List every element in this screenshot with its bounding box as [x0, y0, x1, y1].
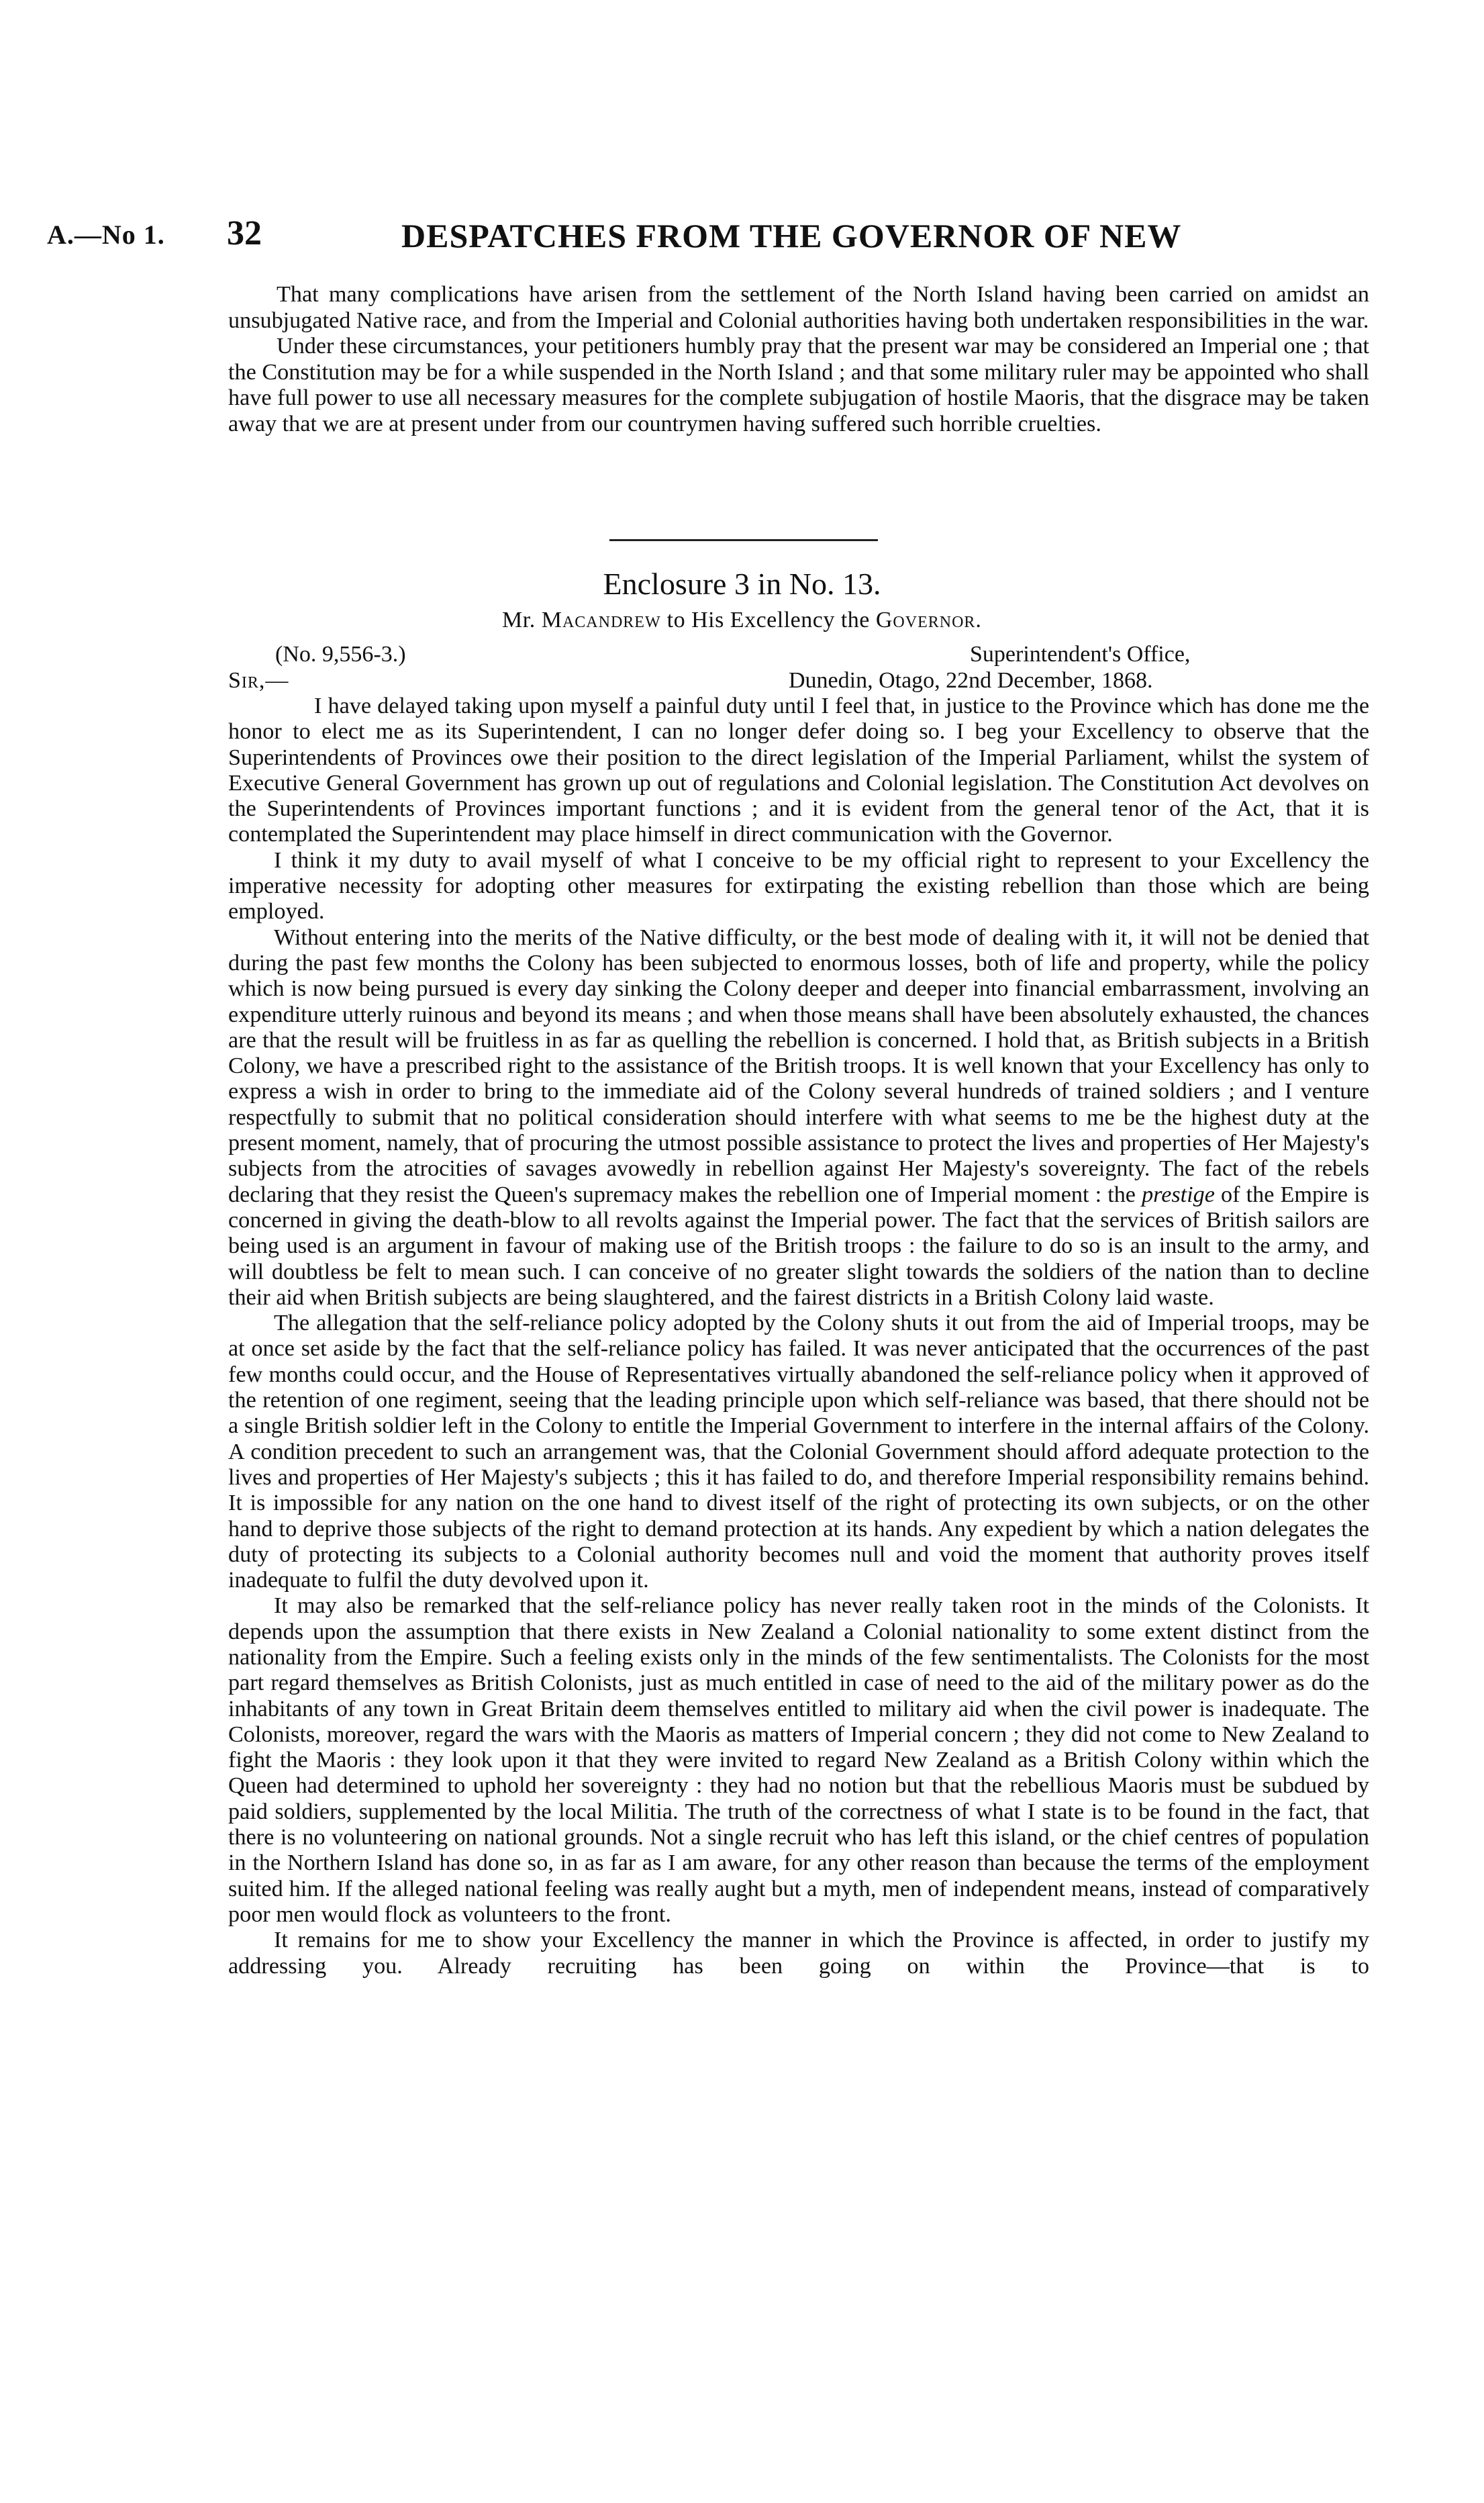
paragraph-text: Without entering into the merits of the Native difficulty, or the best mode of dealing with it, it will not be denied that during the past few months the Colony has been subjected to enormous losses, both of life and property, while the policy which is now being pursued is every day sinking the Colony deeper and deeper into financial embarrassment, involving an expenditure utterly ruinous and beyond its means ; and when those means shall have been absolutely exhausted, the chances are that the result will be fruitless in as far as quelling the rebellion is concerned. I hold that, as British subjects in a British Colony, we have a prescribed right to the assistance of the British troops. It is well known that your Excellency has only to express a wish in order to bring to the immediate aid of the Colony several hundreds of trained soldiers ; and I venture respectfully to submit that no political consideration should interfere with what seems to me be the highest duty at the present moment, namely, that of procuring the utmost possible assistance to protect the lives and properties of Her Majesty's subjects from the atrocities of savages avowedly in rebellion against Her Majesty's sovereignty. The fact of the rebels declaring that they resist the Queen's supremacy makes the rebellion one of Imperial moment : the: [228, 925, 1369, 1207]
paragraph: The allegation that the self-reliance policy adopted by the Colony shuts it out from the aid of Imperial troops, may be at once set aside by the fact that the self-reliance policy has failed. It was never anticipated that the occurrences of the past few months could occur, and the House of Representatives virtually abandoned the self-reliance policy when it approved of the retention of one regiment, seeing that the leading principle upon which self-reliance was based, that there should not be a single British soldier left in the Colony to entitle the Imperial Government to interfere in the internal affairs of the Colony. A condition precedent to such an arrangement was, that the Colonial Government should afford adequate protection to the lives and properties of Her Majesty's subjects ; this it has failed to do, and therefore Imperial responsibility remains behind. It is impossible for any nation on the one hand to divest itself of the right of protecting its own subjects, or on the other hand to deprive those subjects of the right to demand protection at its hands. Any expedient by which a nation delegates the duty of protecting its subjects to a Colonial authority becomes null and void the moment that authority proves itself inadequate to fulfil the duty devolved upon it.: [228, 1311, 1369, 1593]
salutation: Sir,—: [228, 668, 289, 693]
to-text: to His Excellency the: [666, 608, 870, 632]
petition-text: [228, 282, 1369, 437]
page-header: [47, 214, 1195, 261]
paragraph: It remains for me to show your Excellency the manner in which the Province is affected, in order to justify my addressing you. Already recruiting has been going on within the Province—that is to: [228, 1928, 1369, 1979]
paragraph: That many complications have arisen from the settlement of the North Island having been carried on amidst an unsubjugated Native race, and from the Imperial and Colonial authorities having both undertaken responsibilities in the war.: [228, 282, 1369, 333]
letter-body: [228, 694, 1369, 1979]
paragraph: I have delayed taking upon myself a painful duty until I feel that, in justice to the Province which has done me the honor to elect me as its Superintendent, I can no longer defer doing so. I beg your Excellency to observe that the Superintendents of Provinces owe their position to the direct legislation of the Imperial Parliament, whilst the system of Executive General Government has grown up out of regulations and Colonial legislation. The Constitution Act devolves on the Superintendents of Provinces important functions ; and it is evident from the general tenor of the Act, that it is contemplated the Superintendent may place himself in direct communication with the Governor.: [228, 694, 1369, 847]
paragraph: It may also be remarked that the self-reliance policy has never really taken root in the minds of the Colonists. It depends upon the assumption that there exists in New Zealand a Colonial nationality to some extent distinct from the nationality from the Empire. Such a feeling exists only in the minds of the few sentimentalists. The Colonists for the most part regard themselves as British Colonists, just as much entitled in case of need to the aid of the military power as do the inhabitants of any town in Great Britain deem themselves entitled to military aid when the civil power is inadequate. The Colonists, moreover, regard the wars with the Maoris as matters of Imperial concern ; they did not come to New Zealand to fight the Maoris : they look upon it that they were invited to regard New Zealand as a British Colony within which the Queen had determined to uphold her sovereignty : they had no notion but that the rebellious Maoris must be subdued by paid soldiers, supplemented by the local Militia. The truth of the correctness of what I state is to be found in the fact, that there is no volunteering on national grounds. Not a single recruit who has left this island, or the chief centres of population in the Northern Island has done so, in as far as I am aware, for any other reason than because the terms of the employment suited him. If the alleged national feeling was really aught but a myth, men of independent means, instead of comparatively poor men would flock as volunteers to the front.: [228, 1593, 1369, 1927]
italic-term: prestige: [1142, 1182, 1215, 1207]
section-divider: [609, 539, 878, 541]
from-name: Macandrew: [541, 608, 661, 632]
enclosure-heading: Enclosure 3 in No. 13.: [603, 567, 881, 601]
letter-number: (No. 9,556-3.): [275, 642, 406, 667]
document-reference: A.—No 1.: [47, 220, 165, 250]
enclosure-subheading: [0, 608, 1484, 633]
from-prefix: Mr.: [502, 608, 536, 632]
page-number: 32: [227, 214, 262, 252]
running-title: DESPATCHES FROM THE GOVERNOR OF NEW: [401, 217, 1182, 254]
to-title: Governor.: [875, 608, 982, 632]
letter-office: Superintendent's Office,: [970, 642, 1191, 667]
paragraph-text: of the Empire is concerned in giving the death-blow to all revolts against the Imperial power. The fact that the services of British sailors are being used is an argument in favour of making use of the British troops : the failure to do so is an insult to the army, and will doubtless be felt to mean such. I can conceive of no greater slight towards the soldiers of the nation than to decline their aid when British subjects are being slaughtered, and the fairest districts in a British Colony laid waste.: [228, 1182, 1369, 1310]
place-date: Dunedin, Otago, 22nd December, 1868.: [789, 668, 1153, 693]
paragraph: I think it my duty to avail myself of what I conceive to be my official right to represent to your Excellency the imperative necessity for adopting other measures for extirpating the existing rebellion than those which are being employed.: [228, 847, 1369, 925]
paragraph: Under these circumstances, your petitioners humbly pray that the present war may be considered an Imperial one ; that the Constitution may be for a while suspended in the North Island ; and that some military ruler may be appointed who shall have full power to use all necessary measures for the complete subjugation of hostile Maoris, that the disgrace may be taken away that we are at present under from our countrymen having suffered such horrible cruelties.: [228, 334, 1369, 436]
paragraph: [228, 925, 1369, 1311]
